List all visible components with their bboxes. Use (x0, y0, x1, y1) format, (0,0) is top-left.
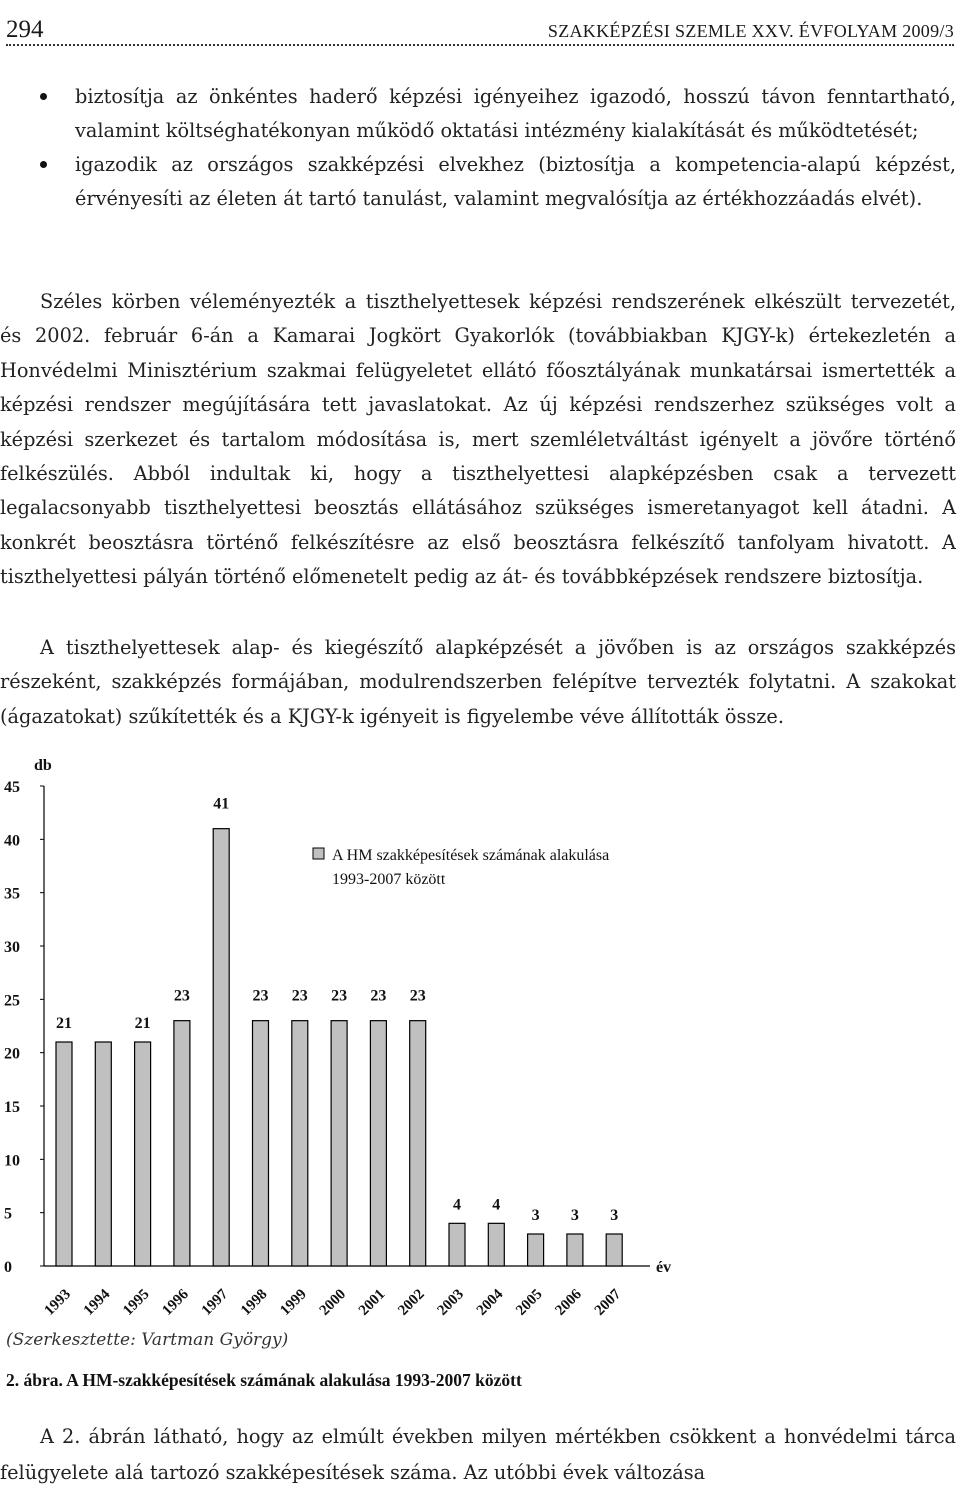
bullet-text: biztosítja az önkéntes haderő képzési igényeihez igazodó, hosszú távon fenntartható, valamint költséghatékonyan működő oktatási intézmény kialakítását és működtetését; (75, 85, 956, 142)
bullet-icon (40, 161, 47, 168)
paragraph: A 2. ábrán látható, hogy az elmúlt években milyen mértékben csökkent a honvédelmi tárca felügyelete alá tartozó szakképesítések száma. Az utóbbi évek változása (0, 1425, 956, 1484)
data-label: 4 (492, 1196, 501, 1214)
page-header (6, 0, 954, 42)
y-tick-label: 35 (4, 885, 20, 903)
y-tick-label: 5 (4, 1205, 12, 1223)
page-number: 294 (6, 16, 44, 43)
bar (528, 1234, 544, 1266)
bar (488, 1223, 504, 1266)
y-axis-label: db (34, 757, 52, 774)
running-head: SZAKKÉPZÉSI SZEMLE XXV. ÉVFOLYAM 2009/3 (547, 21, 954, 41)
bar (135, 1042, 151, 1266)
data-label: 23 (331, 987, 348, 1005)
x-tick-label: 2003 (434, 1286, 468, 1319)
x-tick-label: 2002 (395, 1286, 428, 1319)
bar (56, 1042, 72, 1266)
y-tick-label: 15 (4, 1099, 20, 1116)
bar (567, 1234, 583, 1266)
bullet-text: igazodik az országos szakképzési elvekhez (biztosítja a kompetencia-alapú képzést, érvényesíti az életen át tartó tanulást, valamint megvalósítja az értékhozzáadás elvét). (75, 153, 956, 210)
bullet-icon (40, 93, 47, 100)
x-tick-label: 1995 (120, 1286, 153, 1319)
legend-label: A HM szakképesítések számának alakulása (332, 847, 610, 864)
bar (95, 1042, 111, 1266)
bullet-list (40, 80, 956, 216)
data-label: 3 (570, 1207, 579, 1224)
x-tick-label: 1999 (277, 1286, 310, 1319)
x-tick-label: 2005 (513, 1286, 546, 1319)
x-tick-label: 2004 (473, 1286, 507, 1319)
x-tick-label: 2000 (316, 1286, 350, 1319)
data-label: 23 (252, 987, 269, 1005)
x-tick-label: 1997 (198, 1286, 232, 1319)
x-tick-label: 2006 (552, 1286, 585, 1319)
x-tick-label: 2001 (355, 1286, 389, 1319)
y-tick-label: 45 (4, 779, 20, 796)
bar (370, 1021, 386, 1266)
y-tick-label: 0 (4, 1259, 12, 1276)
x-tick-label: 1996 (159, 1286, 192, 1319)
y-tick-label: 20 (4, 1045, 20, 1063)
header-divider (6, 44, 954, 46)
x-tick-label: 1993 (41, 1286, 75, 1319)
data-label: 41 (213, 795, 230, 813)
bar (606, 1234, 622, 1266)
data-label: 23 (370, 987, 387, 1005)
figure-credit: (Szerkesztette: Vartman György) (6, 1330, 289, 1350)
bullet-item (40, 148, 956, 216)
data-label: 23 (291, 987, 308, 1005)
data-label: 3 (610, 1207, 619, 1224)
x-tick-label: 1994 (80, 1286, 114, 1319)
bar-chart (0, 740, 960, 1360)
legend-label: 1993-2007 között (332, 871, 446, 888)
bar (292, 1021, 308, 1266)
y-tick-label: 40 (4, 832, 20, 850)
data-label: 23 (409, 987, 426, 1005)
data-label: 3 (531, 1207, 540, 1224)
bar (449, 1223, 465, 1266)
paragraph: A tiszthelyettesek alap- és kiegészítő alapképzését a jövőben is az országos szakképzés részeként, szakképzés formájában, modulrendszerben felépítve tervezték folytatni. A szakokat (ágazatokat) szűkítették és a KJGY-k igényeit is figyelembe véve állították össze. (0, 636, 956, 728)
y-tick-label: 10 (4, 1152, 20, 1170)
data-label: 23 (173, 987, 190, 1005)
bullet-item (40, 80, 956, 148)
data-label: 4 (453, 1196, 461, 1214)
legend-swatch (313, 848, 324, 859)
bar (410, 1021, 426, 1266)
x-tick-label: 1998 (238, 1286, 271, 1319)
paragraph: Széles körben véleményezték a tiszthelyettesek képzési rendszerének elkészült tervezetét, és 2002. február 6-án a Kamarai Jogkört Gyakorlók (továbbiakban KJGY-k) értekezletén a Honvédelmi Minisztérium szakmai felügyeletet ellátó főosztályának munkatársai ismertették a képzési rendszer megújítására tett javaslatokat. Az új képzési rendszerhez szükséges volt a képzési szerkezet és tartalom módosítása is, mert szemléletváltást igényelt a jövőre történő felkészülés. Abból indultak ki, hogy a tiszthelyettesi alapképzésben csak a tervezett legalacsonyabb tiszthelyettesi beosztás ellátásához szükséges ismeretanyagot kell átadni. A konkrét beosztásra történő felkészítésre az első beosztásra felkészítő tanfolyam hivatott. A tiszthelyettesi pályán történő előmenetelt pedig az át- és továbbképzések rendszere biztosítja. (0, 290, 956, 589)
y-tick-label: 25 (4, 992, 20, 1010)
x-tick-label: 2007 (591, 1286, 625, 1319)
bar (174, 1021, 190, 1266)
bar (253, 1021, 269, 1266)
data-label: 21 (56, 1015, 72, 1032)
x-axis-label: év (656, 1259, 672, 1276)
bar (213, 829, 229, 1266)
bar (331, 1021, 347, 1266)
data-label: 21 (134, 1015, 151, 1032)
figure-title: 2. ábra. A HM-szakképesítések számának alakulása 1993-2007 között (6, 1370, 522, 1390)
y-tick-label: 30 (4, 939, 20, 956)
